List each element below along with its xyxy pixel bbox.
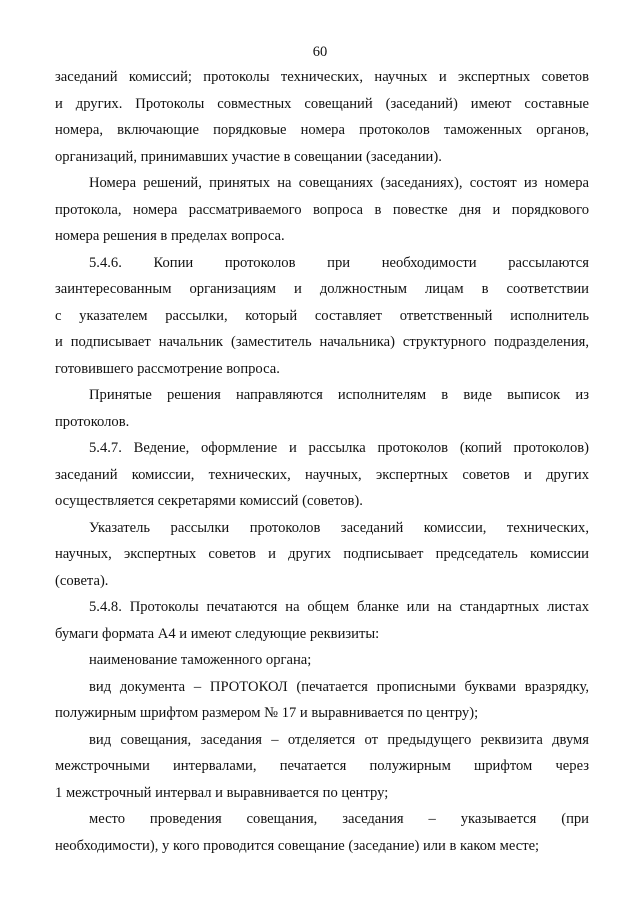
- text-line: протокола, номера рассматриваемого вопроса в повестке дня и порядкового: [55, 201, 589, 218]
- text-line: Указатель рассылки протоколов заседаний комиссии, технических,: [89, 519, 589, 536]
- text-line: Принятые решения направляются исполнителям в виде выписок из: [89, 387, 589, 403]
- text-line: и подписывает начальник (заместитель начальника) структурного подразделения,: [55, 334, 589, 350]
- text-line: вид совещания, заседания – отделяется от предыдущего реквизита двумя: [89, 731, 589, 748]
- text-line: Номера решений, принятых на совещаниях (заседаниях), состоят из номера: [89, 175, 589, 191]
- paragraph: [55, 250, 589, 383]
- text-line: вид документа – ПРОТОКОЛ (печатается прописными буквами вразрядку,: [89, 678, 589, 695]
- text-line: готовившего рассмотрение вопроса.: [55, 360, 280, 377]
- text-line: (совета).: [55, 572, 109, 589]
- paragraph: [55, 727, 589, 807]
- page-number: 60: [312, 44, 328, 60]
- text-line: протоколов.: [55, 413, 130, 430]
- paragraph: [55, 64, 589, 170]
- text-line: 5.4.7. Ведение, оформление и рассылка протоколов (копий протоколов): [89, 440, 589, 456]
- text-line: полужирным шрифтом размером № 17 и выравнивается по центру);: [55, 705, 479, 721]
- text-line: 1 межстрочный интервал и выравнивается по центру;: [55, 784, 389, 801]
- text-line: заседаний комиссии, технических, научных, экспертных советов и других: [55, 466, 589, 483]
- text-line: 5.4.8. Протоколы печатаются на общем бланке или на стандартных листах: [89, 599, 589, 615]
- text-line: номера, включающие порядковые номера протоколов таможенных органов,: [55, 122, 589, 138]
- text-line: заседаний комиссий; протоколы технических, научных и экспертных советов: [55, 69, 589, 85]
- paragraph: [55, 806, 589, 859]
- text-line: наименование таможенного органа;: [89, 652, 312, 668]
- text-line: 5.4.6. Копии протоколов при необходимости рассылаются: [89, 254, 589, 271]
- text-line: межстрочными интервалами, печатается полужирным шрифтом через: [55, 758, 589, 774]
- paragraph: [55, 170, 589, 250]
- text-line: научных, экспертных советов и других подписывает председатель комиссии: [55, 546, 589, 562]
- paragraph: [55, 382, 589, 435]
- text-line: и других. Протоколы совместных совещаний (заседаний) имеют составные: [55, 95, 589, 112]
- text-line: необходимости), у кого проводится совещание (заседание) или в каком месте;: [55, 837, 540, 854]
- text-line: организаций, принимавших участие в совещании (заседании).: [55, 148, 442, 165]
- document-body: [55, 64, 589, 859]
- text-line: бумаги формата А4 и имеют следующие реквизиты:: [55, 625, 380, 642]
- paragraph: [55, 594, 589, 647]
- text-line: заинтересованным организациям и должностным лицам в соответствии: [55, 281, 589, 297]
- paragraph: [55, 647, 589, 674]
- text-line: осуществляется секретарями комиссий (советов).: [55, 493, 363, 509]
- text-line: с указателем рассылки, который составляет ответственный исполнитель: [55, 307, 589, 324]
- paragraph: [55, 435, 589, 515]
- text-line: номера решения в пределах вопроса.: [55, 228, 285, 244]
- paragraph: [55, 515, 589, 595]
- paragraph: [55, 674, 589, 727]
- text-line: место проведения совещания, заседания – указывается (при: [89, 811, 589, 827]
